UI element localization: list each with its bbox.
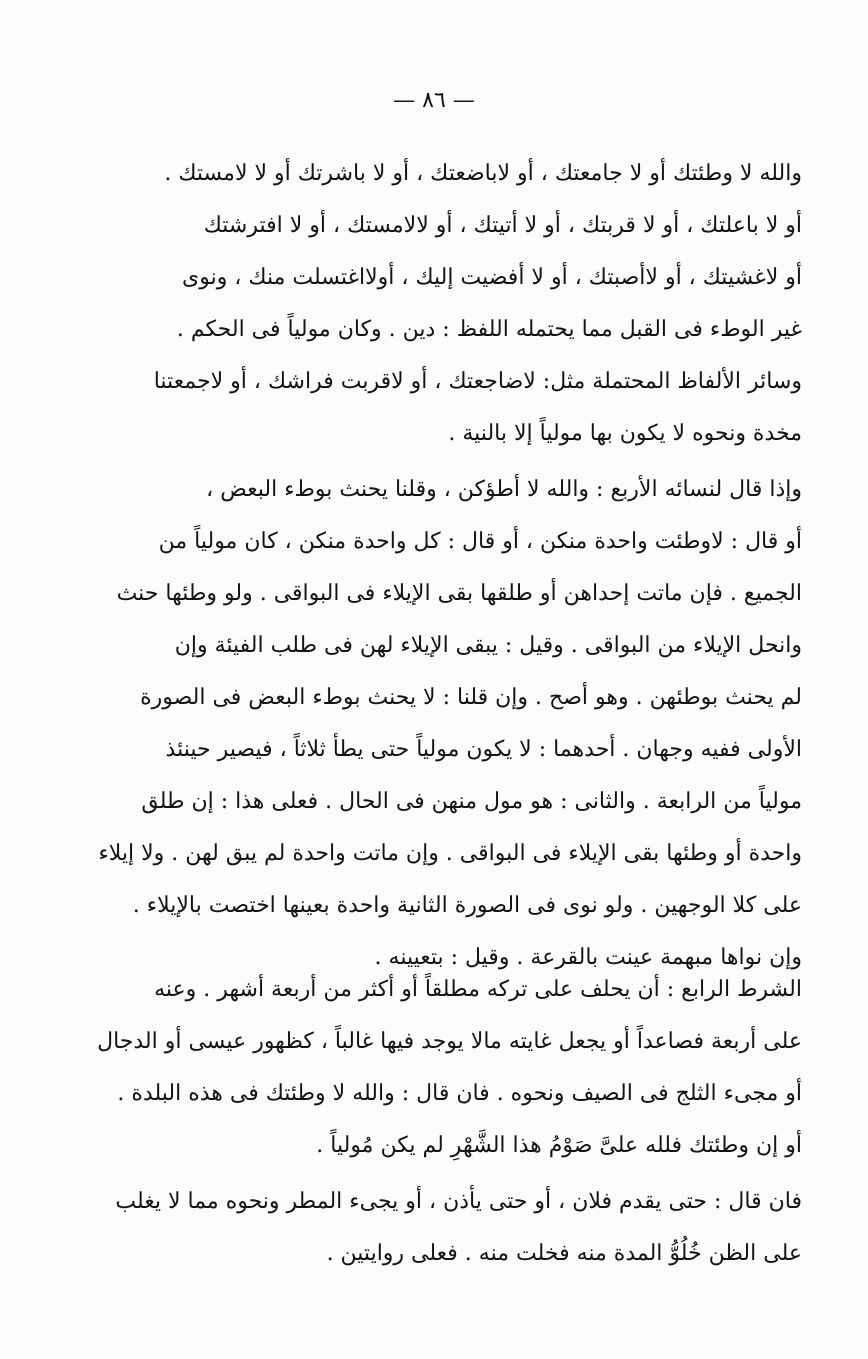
paragraph — [66, 964, 802, 1172]
text-line: غير الوطء فى القبل مما يحتمله اللفظ : دين . وكان مولياً فى الحكم . — [176, 317, 802, 342]
text-line: الجميع . فإن ماتت إحداهن أو طلقها بقى الإيلاء فى البواقى . ولو وطئها حنث — [116, 581, 802, 606]
text-line: وإن نواها مبهمة عينت بالقرعة . وقيل : بتعيينه . — [374, 945, 802, 970]
text-line: على أربعة فصاعداً أو يجعل غايته مالا يوجد فيها غالباً ، كظهور عيسى أو الدجال — [97, 1029, 802, 1054]
text-line: فان قال : حتى يقدم فلان ، أو حتى يأذن ، أو يجىء المطر ونحوه مما لا يغلب — [115, 1189, 802, 1214]
text-line: الشرط الرابع : أن يحلف على تركه مطلقاً أو أكثر من أربعة أشهر . وعنه — [154, 977, 802, 1002]
text-line: الأولى ففيه وجهان . أحدهما : لا يكون مولياً حتى يطأ ثلاثاً ، فيصير حينئذ — [165, 737, 802, 762]
text-line: وإذا قال لنسائه الأربع : والله لا أطؤكن ، وقلنا يحنث بوطء البعض ، — [206, 477, 802, 502]
paragraph — [66, 464, 802, 984]
text-line: أو مجىء الثلج فى الصيف ونحوه . فان قال : والله لا وطئتك فى هذه البلدة . — [117, 1081, 802, 1106]
text-line: على كلا الوجهين . ولو نوى فى الصورة الثانية واحدة بعينها اختصت بالإيلاء . — [132, 893, 802, 918]
paragraph — [66, 1176, 802, 1280]
page-number: — ٨٦ — — [393, 88, 475, 113]
text-line: أو لاغشيتك ، أو لاأصبتك ، أو لا أفضيت إليك ، أولااغتسلت منك ، ونوى — [181, 265, 802, 290]
text-line: مولياً من الرابعة . والثانى : هو مول منهن فى الحال . فعلى هذا : إن طلق — [141, 789, 802, 814]
text-line: أو لا باعلتك ، أو لا قربتك ، أو لا أتيتك ، أو لالامستك ، أو لا افترشتك — [203, 213, 802, 238]
text-line: على الظن خُلُوُّ المدة منه فخلت منه . فعلى روايتين . — [326, 1241, 802, 1266]
text-line: أو إن وطئتك فلله علىَّ صَوْمُ هذا الشَّهْرِ لم يكن مُولياً . — [316, 1133, 802, 1158]
paragraph — [66, 356, 802, 460]
text-line: لم يحنث بوطئهن . وهو أصح . وإن قلنا : لا يحنث بوطء البعض فى الصورة — [140, 685, 802, 710]
text-line: أو قال : لاوطئت واحدة منكن ، أو قال : كل واحدة منكن ، كان مولياً من — [158, 529, 802, 554]
text-line: وانحل الإيلاء من البواقى . وقيل : يبقى الإيلاء لهن فى طلب الفيئة وإن — [174, 633, 802, 658]
paragraph — [66, 148, 802, 356]
text-line: مخدة ونحوه لا يكون بها مولياً إلا بالنية . — [448, 421, 802, 446]
text-line: والله لا وطئتك أو لا جامعتك ، أو لاباضعتك ، أو لا باشرتك أو لا لامستك . — [164, 161, 802, 186]
text-line: وسائر الألفاظ المحتملة مثل: لاضاجعتك ، أو لاقربت فراشك ، أو لاجمعتنا — [153, 369, 802, 394]
text-line: واحدة أو وطئها بقى الإيلاء فى البواقى . وإن ماتت واحدة لم يبق لهن . ولا إيلاء — [98, 841, 802, 866]
